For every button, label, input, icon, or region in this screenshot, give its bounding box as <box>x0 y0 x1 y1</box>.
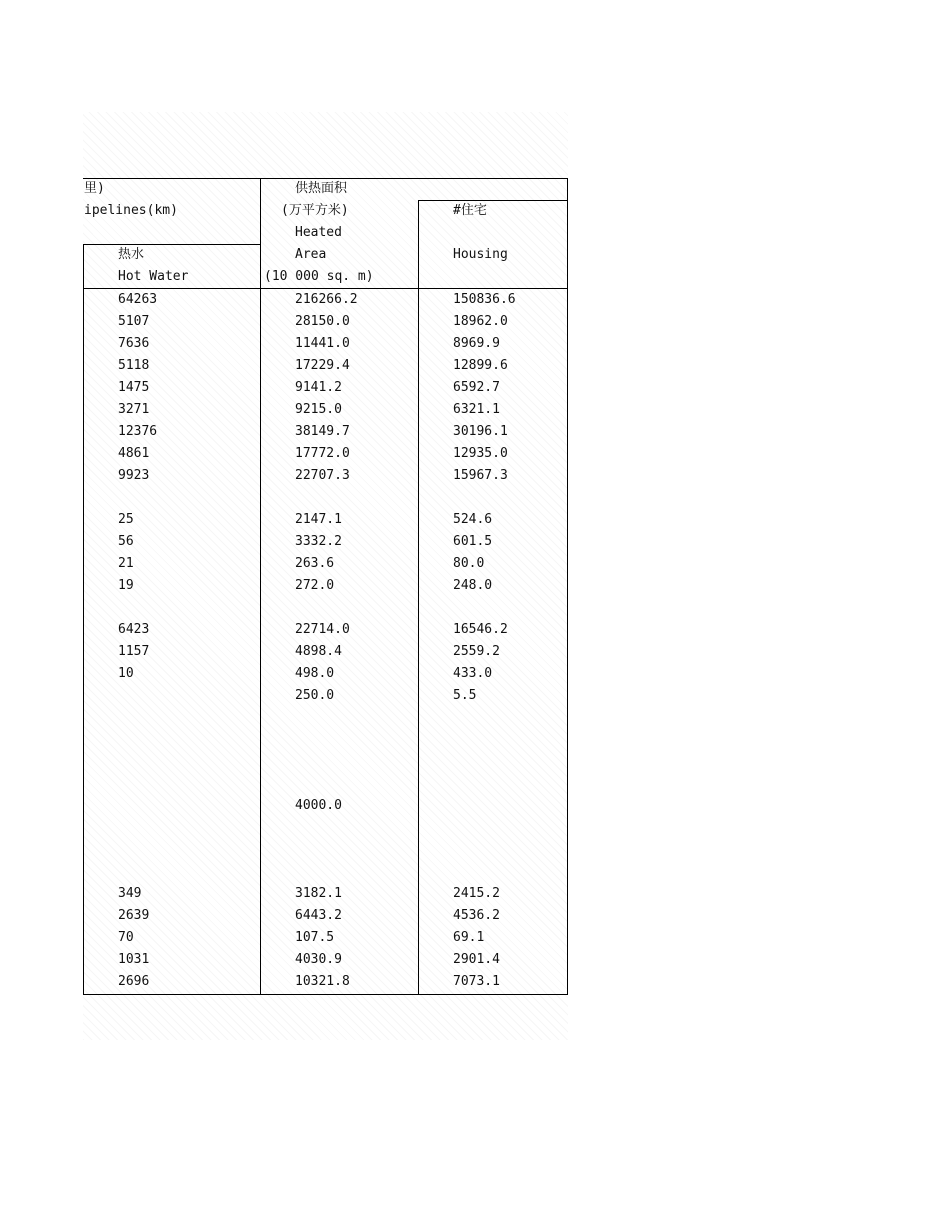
hot-water-cell: 7636 <box>118 336 150 351</box>
hot-water-cell: 4861 <box>118 446 150 461</box>
heated-area-cell: 6443.2 <box>295 908 342 923</box>
heated-area-cell: 4030.9 <box>295 952 342 967</box>
hot-water-header-en: Hot Water <box>118 269 189 284</box>
hot-water-cell: 349 <box>118 886 142 901</box>
housing-cell: 12899.6 <box>453 358 508 373</box>
hot-water-cell: 1475 <box>118 380 150 395</box>
housing-cell: 18962.0 <box>453 314 508 329</box>
hot-water-cell: 56 <box>118 534 134 549</box>
hot-water-cell: 3271 <box>118 402 150 417</box>
housing-cell: 7073.1 <box>453 974 500 989</box>
hot-water-cell: 12376 <box>118 424 158 439</box>
housing-cell: 69.1 <box>453 930 485 945</box>
hot-water-cell: 9923 <box>118 468 150 483</box>
hot-water-cell: 19 <box>118 578 134 593</box>
heated-area-header-en-1: Heated <box>295 225 342 240</box>
housing-cell: 30196.1 <box>453 424 508 439</box>
housing-header-en: Housing <box>453 247 508 262</box>
housing-cell: 2415.2 <box>453 886 500 901</box>
heated-area-cell: 38149.7 <box>295 424 350 439</box>
heated-area-cell: 22707.3 <box>295 468 350 483</box>
hot-water-cell: 2639 <box>118 908 150 923</box>
housing-cell: 601.5 <box>453 534 493 549</box>
housing-cell: 80.0 <box>453 556 485 571</box>
pipelines-header-cn: 里) <box>84 181 105 196</box>
heated-area-cell: 4898.4 <box>295 644 342 659</box>
housing-header-top-border <box>418 200 568 201</box>
heated-area-cell: 263.6 <box>295 556 335 571</box>
housing-cell: 433.0 <box>453 666 493 681</box>
heated-area-header-cn: 供热面积 <box>295 181 348 196</box>
heated-area-cell: 107.5 <box>295 930 335 945</box>
housing-cell: 15967.3 <box>453 468 508 483</box>
housing-cell: 2901.4 <box>453 952 500 967</box>
heated-area-cell: 28150.0 <box>295 314 350 329</box>
column-divider-2 <box>418 200 419 995</box>
hot-water-cell: 1157 <box>118 644 150 659</box>
heated-area-unit-cn: (万平方米) <box>281 203 349 218</box>
heated-area-cell: 3332.2 <box>295 534 342 549</box>
heated-area-cell: 2147.1 <box>295 512 342 527</box>
housing-cell: 524.6 <box>453 512 493 527</box>
table-bottom-border <box>83 994 568 995</box>
heated-area-cell: 9141.2 <box>295 380 342 395</box>
heated-area-cell: 272.0 <box>295 578 335 593</box>
hot-water-cell: 25 <box>118 512 134 527</box>
table-left-border <box>83 244 84 995</box>
heated-area-cell: 22714.0 <box>295 622 350 637</box>
heated-area-cell: 17772.0 <box>295 446 350 461</box>
heated-area-cell: 10321.8 <box>295 974 350 989</box>
heated-area-cell: 17229.4 <box>295 358 350 373</box>
hot-water-cell: 2696 <box>118 974 150 989</box>
heated-area-header-en-2: Area <box>295 247 327 262</box>
hot-water-cell: 1031 <box>118 952 150 967</box>
housing-header-cn: #住宅 <box>453 203 487 218</box>
heated-area-cell: 11441.0 <box>295 336 350 351</box>
hot-water-cell: 6423 <box>118 622 150 637</box>
heated-area-cell: 3182.1 <box>295 886 342 901</box>
hot-water-cell: 10 <box>118 666 134 681</box>
housing-cell: 248.0 <box>453 578 493 593</box>
heated-area-cell: 250.0 <box>295 688 335 703</box>
hot-water-cell: 5118 <box>118 358 150 373</box>
hot-water-cell: 64263 <box>118 292 158 307</box>
housing-cell: 16546.2 <box>453 622 508 637</box>
housing-cell: 6321.1 <box>453 402 500 417</box>
housing-cell: 6592.7 <box>453 380 500 395</box>
hot-water-header-cn: 热水 <box>118 247 145 262</box>
hot-water-cell: 70 <box>118 930 134 945</box>
pipelines-sub-header-border <box>83 244 261 245</box>
heated-area-cell: 4000.0 <box>295 798 342 813</box>
column-divider-1 <box>260 178 261 995</box>
housing-cell: 5.5 <box>453 688 477 703</box>
housing-cell: 150836.6 <box>453 292 516 307</box>
hot-water-cell: 21 <box>118 556 134 571</box>
hot-water-cell: 5107 <box>118 314 150 329</box>
heated-area-cell: 9215.0 <box>295 402 342 417</box>
housing-cell: 8969.9 <box>453 336 500 351</box>
housing-cell: 12935.0 <box>453 446 508 461</box>
pipelines-header-en: ipelines(km) <box>84 203 178 218</box>
housing-cell: 2559.2 <box>453 644 500 659</box>
heated-area-unit-en: (10 000 sq. m) <box>264 269 374 284</box>
housing-cell: 4536.2 <box>453 908 500 923</box>
heated-area-cell: 216266.2 <box>295 292 358 307</box>
heated-area-cell: 498.0 <box>295 666 335 681</box>
table-right-border <box>567 178 568 995</box>
